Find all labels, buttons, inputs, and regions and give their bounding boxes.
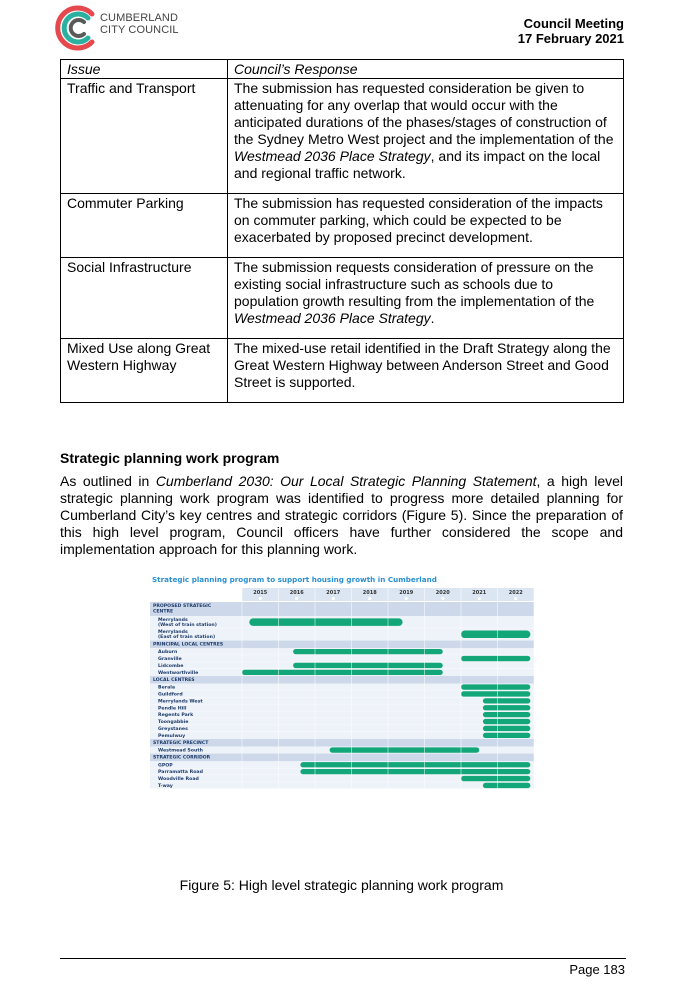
item-row-label: GPOP <box>158 763 173 769</box>
figure-caption: Figure 5: High level strategic planning work program <box>179 877 504 893</box>
group-row-label: CENTRE <box>153 609 174 615</box>
meeting-date: 17 February 2021 <box>517 31 624 46</box>
year-marker-dot <box>332 597 335 600</box>
item-row-label: (West of train station) <box>158 622 217 628</box>
council-logo-mark <box>52 4 98 52</box>
year-tick-label: 2021 <box>472 590 487 596</box>
gantt-chart-svg <box>150 572 535 855</box>
response-cell <box>228 339 624 403</box>
chart-title: Strategic planning program to support housing growth in Cumberland <box>152 575 437 584</box>
item-row-label: Regents Park <box>158 713 194 719</box>
response-column-header: Council’s Response <box>228 60 624 79</box>
group-row-label: LOCAL CENTRES <box>153 678 195 683</box>
year-marker-dot <box>514 597 517 600</box>
year-tick-label: 2016 <box>289 590 304 596</box>
table-row <box>61 258 624 339</box>
section-paragraph <box>60 473 623 558</box>
response-text: The submission requests consideration of pressure on the existing social infrastructure such as schools due to population growth resulting from the implementation of the <box>234 259 595 309</box>
group-row-label: STRATEGIC PRECINCT <box>153 741 209 746</box>
gantt-bar <box>483 783 530 788</box>
issue-cell: Traffic and Transport <box>61 79 228 194</box>
meeting-info <box>518 16 624 46</box>
gantt-bar <box>461 776 530 781</box>
item-row-band <box>150 697 534 704</box>
item-row-label: Merrylands <box>158 618 188 623</box>
issues-table <box>60 59 624 403</box>
gantt-bar <box>249 618 402 626</box>
item-row-label: Wentworthville <box>158 670 199 676</box>
council-wordmark <box>100 12 179 36</box>
item-row-label: Pendle Hill <box>158 706 187 712</box>
section-heading: Strategic planning work program <box>60 450 280 466</box>
item-row-label: Westmead South <box>158 748 203 754</box>
item-row-band <box>150 711 534 718</box>
year-tick-label: 2019 <box>399 590 414 596</box>
item-row-band <box>150 782 534 789</box>
gantt-bar <box>293 649 443 654</box>
group-row-label: STRATEGIC CORRIDOR <box>153 755 211 761</box>
council-logo <box>52 4 212 52</box>
table-row <box>61 339 624 403</box>
item-row-band <box>150 704 534 711</box>
year-marker-dot <box>441 597 444 600</box>
year-marker-dot <box>368 597 371 600</box>
item-row-label: Lidcombe <box>158 664 184 669</box>
item-row-label: Merrylands <box>158 630 188 636</box>
year-marker-dot <box>259 597 262 600</box>
item-row-label: Woodville Road <box>158 777 199 783</box>
response-cell <box>228 258 624 339</box>
group-row-label: PROPOSED STRATEGIC <box>153 604 212 610</box>
gantt-bar <box>300 769 530 774</box>
gantt-bar <box>483 726 530 731</box>
year-tick-label: 2018 <box>362 590 377 596</box>
issue-cell: Mixed Use along Great Western Highway <box>61 339 228 403</box>
item-row-label: (East of train station) <box>158 634 216 640</box>
org-name-line1: CUMBERLAND <box>100 12 179 24</box>
gantt-bar <box>483 698 530 703</box>
item-row-label: Greystanes <box>158 727 188 732</box>
item-row-label: Pemulwuy <box>158 733 186 739</box>
response-text: , and its impact on the local and regional traffic network. <box>234 148 601 181</box>
org-name-line2: CITY COUNCIL <box>100 24 179 36</box>
group-row-label: PRINCIPAL LOCAL CENTRES <box>153 642 224 648</box>
gantt-bar <box>293 663 443 668</box>
item-row-label: Granville <box>158 657 182 663</box>
item-row-band <box>150 725 534 732</box>
item-row-label: Auburn <box>158 650 178 656</box>
gantt-bar <box>300 762 530 767</box>
item-row-label: T-way <box>158 784 173 789</box>
paragraph-text: As outlined in <box>60 473 156 489</box>
table-header-row <box>61 60 624 79</box>
item-row-label: Guildford <box>158 692 183 698</box>
gantt-bar <box>461 691 530 696</box>
paragraph-text: , a high level strategic planning work program was identified to progress more detailed planning for Cumberland City’s key centres and strategic corridors (Figure 5). Since the preparation of this high level program, Council officers have further considered the scope and implementation approach for this planning work. <box>60 473 623 557</box>
item-row-label: Toongabbie <box>158 720 189 726</box>
item-row-band <box>150 732 534 739</box>
issue-column-header: Issue <box>61 60 228 79</box>
gantt-bar <box>483 712 530 717</box>
year-marker-dot <box>295 597 298 600</box>
response-text: . <box>430 310 435 326</box>
response-text: The submission has requested consideration be given to attenuating for any overlap that would occur with the anticipated durations of the phases/stages of construction of the Sydney Metro West project and the implementation of the <box>234 80 614 147</box>
table-row <box>61 79 624 194</box>
year-marker-dot <box>405 597 408 600</box>
work-program-chart <box>150 572 535 855</box>
year-tick-label: 2015 <box>253 590 268 596</box>
year-marker-dot <box>478 597 481 600</box>
page-number: Page 183 <box>569 962 625 977</box>
item-row-label: Parramatta Road <box>158 770 203 776</box>
group-row-band <box>150 676 534 684</box>
gantt-bar <box>483 705 530 710</box>
response-text: The submission has requested consideration of the impacts on commuter parking, which could be expected to be exacerbated by proposed precinct development. <box>234 195 603 245</box>
gantt-bar <box>461 684 530 689</box>
gantt-bar <box>461 656 530 661</box>
paragraph-italic-text: Cumberland 2030: Our Local Strategic Planning Statement <box>155 473 537 489</box>
gantt-bar <box>483 719 530 724</box>
gantt-bar <box>330 747 480 752</box>
gantt-bar <box>483 733 530 738</box>
gantt-bar <box>242 670 443 675</box>
gantt-bar <box>461 631 530 639</box>
issue-cell: Commuter Parking <box>61 194 228 258</box>
item-row-label: Merrylands West <box>158 699 203 705</box>
response-text: The mixed-use retail identified in the Draft Strategy along the Great Western Highway between Anderson Street and Good Street is supported. <box>234 340 611 390</box>
response-cell <box>228 194 624 258</box>
response-italic-text: Westmead 2036 Place Strategy <box>234 148 431 164</box>
item-row-label: Berala <box>158 685 175 691</box>
footer-divider <box>60 958 626 959</box>
item-row-band <box>150 718 534 725</box>
response-italic-text: Westmead 2036 Place Strategy <box>234 310 431 326</box>
response-cell <box>228 79 624 194</box>
year-tick-label: 2020 <box>435 590 450 596</box>
issue-cell: Social Infrastructure <box>61 258 228 339</box>
year-tick-label: 2017 <box>326 590 341 596</box>
year-tick-label: 2022 <box>508 590 523 596</box>
table-row <box>61 194 624 258</box>
meeting-title: Council Meeting <box>523 16 624 31</box>
